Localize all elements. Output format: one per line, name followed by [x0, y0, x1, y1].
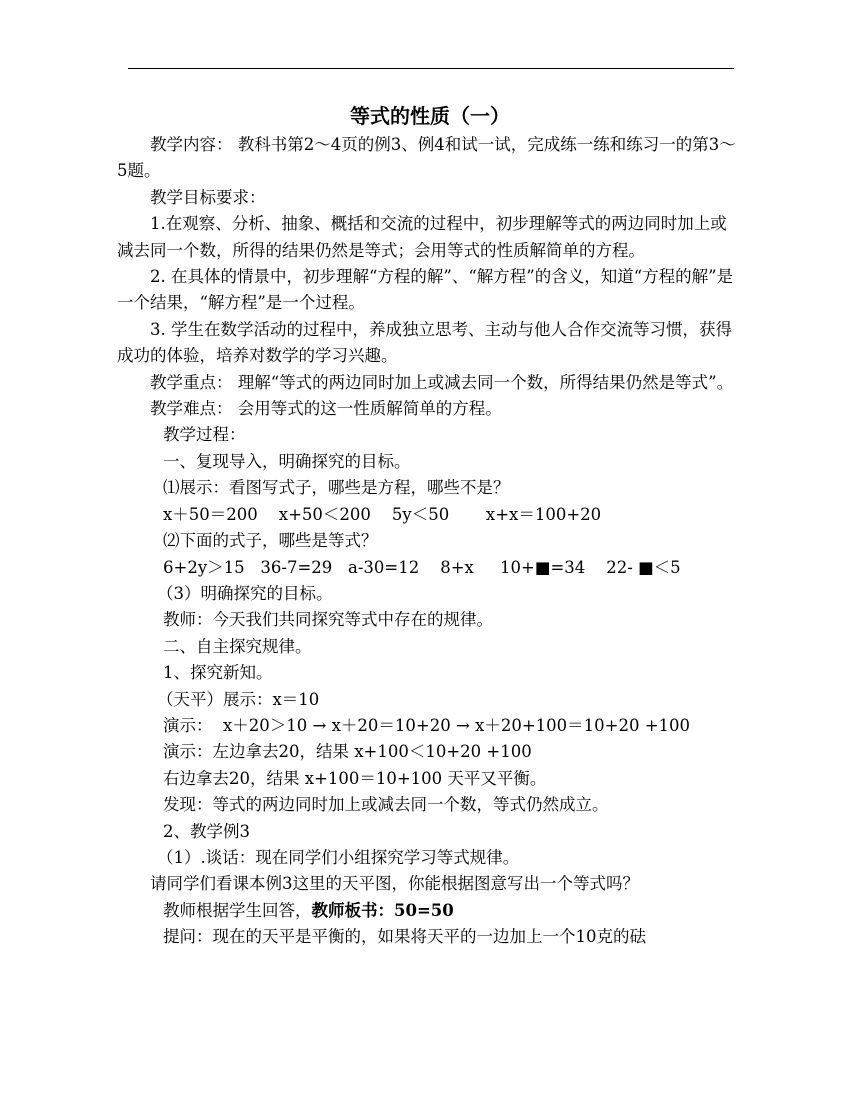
- paragraph-equations-1: x＋50＝200 x+50＜200 5y＜50 x+x＝100+20: [163, 504, 602, 524]
- paragraph-key-point: 教学重点： 理解“等式的两边同时加上或减去同一个数，所得结果仍然是等式”。: [150, 372, 734, 392]
- paragraph-objective-1: 1.在观察、分析、抽象、概括和交流的过程中，初步理解等式的两边同时加上或减去同一个数，所得的结果仍然是等式；会用等式的性质解简单的方程。: [117, 214, 727, 260]
- paragraph-difficulty: 教学难点： 会用等式的这一性质解简单的方程。: [150, 399, 502, 419]
- paragraph-process-heading: 教学过程：: [163, 425, 246, 445]
- paragraph-explore: 1、探究新知。: [163, 663, 273, 683]
- paragraph-demo-3: 右边拿去20，结果 x+100＝10+100 天平又平衡。: [163, 768, 547, 788]
- paragraph-teacher-intro: 教师：今天我们共同探究等式中存在的规律。: [163, 610, 493, 630]
- paragraph-show-question: ⑴展示：看图写式子，哪些是方程，哪些不是？: [163, 478, 510, 498]
- paragraph-goal: （3）明确探究的目标。: [157, 583, 333, 603]
- paragraph-equations-2: 6+2y＞15 36-7=29 a-30=12 8+x 10+■=34 22- ■＜5: [163, 557, 681, 577]
- paragraph-teaching-content: 教学内容： 教科书第2～4页的例3、例4和试一试，完成练一练和练习一的第3～5题。: [117, 135, 736, 181]
- paragraph-talk: （1）.谈话：现在同学们小组探究学习等式规律。: [157, 847, 520, 867]
- paragraph-objective-3: 3. 学生在数学活动的过程中，养成独立思考、主动与他人合作交流等习惯，获得成功的体验，培养对数学的学习兴趣。: [117, 319, 732, 366]
- paragraph-objective-2: 2. 在具体的情景中，初步理解“方程的解”、“解方程”的含义，知道“方程的解”是一个结果，“解方程”是一个过程。: [117, 267, 734, 313]
- paragraph-which-equal: ⑵下面的式子，哪些是等式？: [163, 531, 378, 551]
- paragraph-section-1: 一、复现导入，明确探究的目标。: [163, 451, 411, 471]
- paragraph-objectives-heading: 教学目标要求：: [150, 187, 266, 207]
- document-title: 等式的性质（一）: [350, 104, 510, 128]
- header-rule: [128, 68, 734, 69]
- paragraph-section-2: 二、自主探究规律。: [163, 636, 312, 656]
- paragraph-demo-2: 演示：左边拿去20，结果 x+100＜10+20 +100: [163, 742, 532, 762]
- paragraph-look-book: 请同学们看课本例3这里的天平图，你能根据图意写出一个等式吗？: [150, 874, 639, 894]
- board-bold-text: 教师板书：50=50: [311, 900, 454, 920]
- paragraph-balance-show: （天平）展示：x＝10: [157, 689, 320, 709]
- board-lead-text: 教师根据学生回答，: [163, 900, 312, 920]
- paragraph-demo-1: 演示： x＋20＞10 → x＋20＝10+20 → x＋20+100＝10+20 +100: [163, 715, 691, 735]
- paragraph-discovery: 发现：等式的两边同时加上或减去同一个数，等式仍然成立。: [163, 795, 609, 815]
- paragraph-teacher-board: [117, 898, 737, 924]
- paragraph-example-3: 2、教学例3: [163, 821, 250, 841]
- document-body: [117, 132, 737, 951]
- paragraph-question: 提问：现在的天平是平衡的，如果将天平的一边加上一个10克的砝: [163, 927, 646, 947]
